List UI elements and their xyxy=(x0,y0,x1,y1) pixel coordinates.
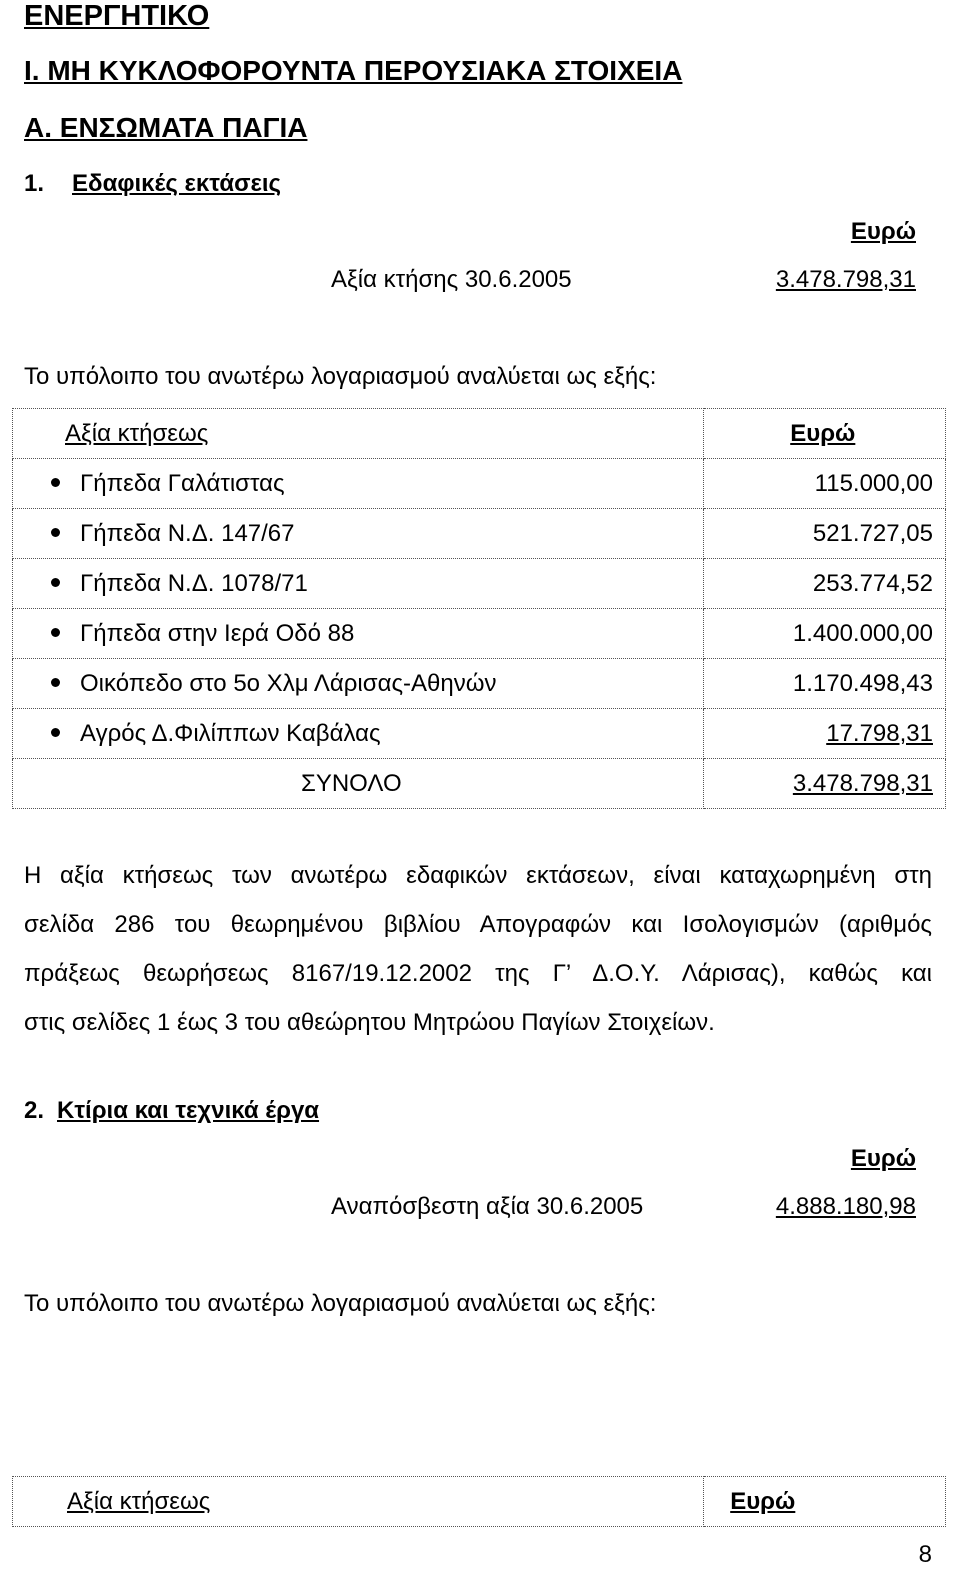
section2-number: 2. xyxy=(24,1097,45,1124)
row-label: Γήπεδα Ν.Δ. 1078/71 xyxy=(80,569,308,597)
row-value: 521.727,05 xyxy=(812,519,933,547)
table-total-row xyxy=(13,759,946,809)
table-row xyxy=(13,709,946,759)
row-value: 253.774,52 xyxy=(812,569,933,597)
bullet-icon xyxy=(51,628,60,637)
bullet-icon xyxy=(51,578,60,587)
table-header-row xyxy=(13,1477,946,1527)
section1-intro: Το υπόλοιπο του ανωτέρω λογαριασμού αναλύεται ως εξής: xyxy=(24,363,657,390)
paragraph-line: πράξεως θεωρήσεως 8167/19.12.2002 της Γ’ Δ.Ο.Υ. Λάρισας), καθώς και xyxy=(24,960,932,987)
paragraph-line: Η αξία κτήσεως των ανωτέρω εδαφικών εκτάσεων, είναι καταχωρημένη στη xyxy=(24,862,932,889)
section1-number: 1. xyxy=(24,170,45,197)
bullet-icon xyxy=(51,478,60,487)
row-label: Γήπεδα Ν.Δ. 147/67 xyxy=(80,519,295,547)
section2-value-label: Αναπόσβεστη αξία 30.6.2005 xyxy=(331,1193,644,1220)
row-label: Γήπεδα στην Ιερά Οδό 88 xyxy=(80,619,355,647)
row-value: 1.170.498,43 xyxy=(792,669,933,697)
total-value: 3.478.798,31 xyxy=(792,769,933,797)
buildings-table xyxy=(12,1476,946,1527)
bullet-icon xyxy=(51,528,60,537)
paragraph-line: σελίδα 286 του θεωρημένου βιβλίου Απογραφών και Ισολογισμών (αριθμός xyxy=(24,911,932,938)
heading-assets: ΕΝΕΡΓΗΤΙΚΟ xyxy=(24,0,210,32)
section1-currency: Ευρώ xyxy=(850,218,916,245)
section2-value: 4.888.180,98 xyxy=(775,1193,916,1220)
section1-paragraph xyxy=(24,851,932,1047)
table-header-label: Αξία κτήσεως xyxy=(65,419,209,447)
table-row xyxy=(13,659,946,709)
table-header-row xyxy=(13,409,946,459)
section2-currency: Ευρώ xyxy=(850,1145,916,1172)
section2-title: Κτίρια και τεχνικά έργα xyxy=(57,1097,320,1124)
section1-value-label: Αξία κτήσης 30.6.2005 xyxy=(331,266,572,293)
section1-title: Εδαφικές εκτάσεις xyxy=(72,170,282,197)
row-value: 1.400.000,00 xyxy=(792,619,933,647)
section2-intro: Το υπόλοιπο του ανωτέρω λογαριασμού αναλύεται ως εξής: xyxy=(24,1290,657,1317)
table-header-currency: Ευρώ xyxy=(730,1487,796,1515)
row-label: Οικόπεδο στο 5ο Χλμ Λάρισας-Αθηνών xyxy=(80,669,497,697)
table-row xyxy=(13,459,946,509)
bullet-icon xyxy=(51,678,60,687)
section1-value: 3.478.798,31 xyxy=(775,266,916,293)
row-value: 17.798,31 xyxy=(826,719,933,747)
total-label: ΣΥΝΟΛΟ xyxy=(301,769,402,797)
page-number: 8 xyxy=(918,1541,932,1568)
row-value: 115.000,00 xyxy=(814,469,933,497)
heading-tangible: Α. ΕΝΣΩΜΑΤΑ ΠΑΓΙΑ xyxy=(24,112,308,143)
table-row xyxy=(13,609,946,659)
heading-non-current: Ι. ΜΗ ΚΥΚΛΟΦΟΡΟΥΝΤΑ ΠΕΡΟΥΣΙΑΚΑ ΣΤΟΙΧΕΙΑ xyxy=(24,55,683,86)
table-header-label: Αξία κτήσεως xyxy=(67,1487,211,1515)
table-row xyxy=(13,509,946,559)
bullet-icon xyxy=(51,728,60,737)
row-label: Γήπεδα Γαλάτιστας xyxy=(80,469,285,497)
row-label: Αγρός Δ.Φιλίππων Καβάλας xyxy=(80,719,381,747)
table-row xyxy=(13,559,946,609)
paragraph-line: στις σελίδες 1 έως 3 του αθεώρητου Μητρώου Παγίων Στοιχείων. xyxy=(24,1009,715,1036)
table-header-currency: Ευρώ xyxy=(790,419,856,447)
land-table xyxy=(12,408,946,809)
